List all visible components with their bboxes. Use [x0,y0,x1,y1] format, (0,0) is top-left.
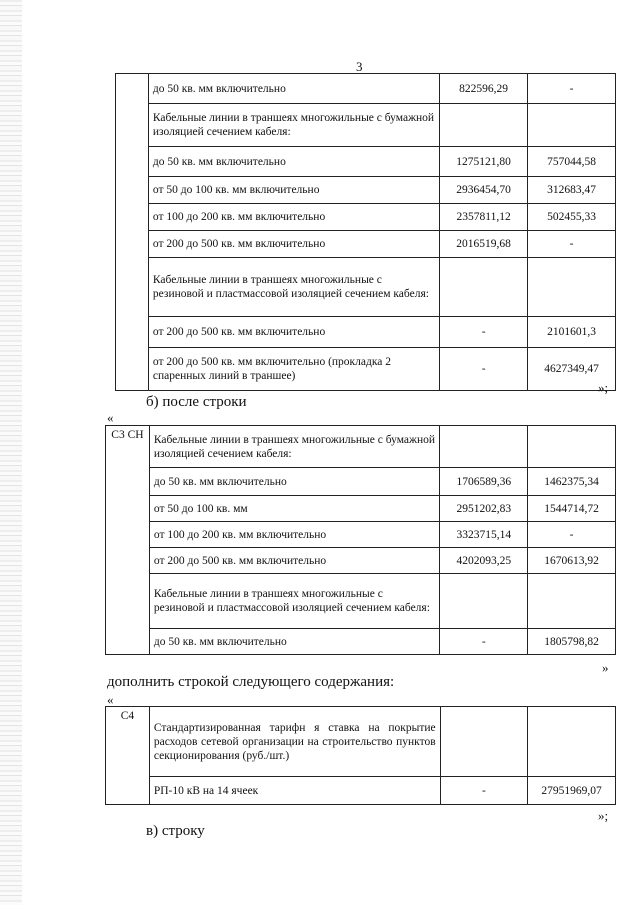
value-2: - [528,522,616,548]
value-2: - [528,231,616,258]
value-1 [440,574,528,629]
value-2: 502455,33 [528,204,616,231]
value-1: 3323715,14 [440,522,528,548]
row-description: до 50 кв. мм включительно [148,147,439,177]
table-row [116,317,616,348]
table-row [106,468,616,496]
value-1 [440,426,528,468]
value-1: - [440,348,528,391]
row-description: от 100 до 200 кв. мм включительно [148,204,439,231]
closing-quote: » [602,660,609,675]
value-2: 1462375,34 [528,468,616,496]
value-1: - [440,777,527,805]
table-row [106,426,616,468]
row-description: от 200 до 500 кв. мм включительно [148,317,439,348]
row-description: Стандартизированная тарифн я ставка на покрытие расходов сетевой организации на строительство пунктов секционирования (руб./шт.) [149,707,440,777]
code-cell: С3 СН [106,426,150,655]
value-1: 822596,29 [440,74,528,104]
value-1: - [440,629,528,655]
value-2: 757044,58 [528,147,616,177]
row-description: Кабельные линии в траншеях многожильные с бумажной изоляцией сечением кабеля: [148,104,439,147]
table-row [106,522,616,548]
section-b-heading: б) после строки [146,394,247,410]
value-1 [440,104,528,147]
row-description: до 50 кв. мм включительно [149,468,439,496]
value-2 [528,258,616,317]
table-row [116,177,616,204]
value-2 [528,707,616,777]
row-description: РП-10 кВ на 14 ячеек [149,777,440,805]
value-2 [528,574,616,629]
code-cell: С4 [106,707,150,805]
value-1: - [440,317,528,348]
table-row [106,548,616,574]
value-1: 2016519,68 [440,231,528,258]
value-2: 1805798,82 [528,629,616,655]
table-row [116,104,616,147]
table-row [106,777,616,805]
value-1: 2357811,12 [440,204,528,231]
table-row [106,707,616,777]
row-description: от 50 до 100 кв. мм включительно [148,177,439,204]
table-row [116,74,616,104]
section-v-heading: в) строку [146,823,205,839]
table-row [106,496,616,522]
row-description: от 50 до 100 кв. мм [149,496,439,522]
table-row [116,204,616,231]
value-1: 2951202,83 [440,496,528,522]
value-2 [528,426,616,468]
value-2: 2101601,3 [528,317,616,348]
value-1: 1275121,80 [440,147,528,177]
row-description: от 200 до 500 кв. мм включительно (прокладка 2 спаренных линий в траншее) [148,348,439,391]
page-number: 3 [356,59,363,74]
closing-quote: »; [598,808,609,823]
table-row [116,231,616,258]
value-2: 4627349,47 [528,348,616,391]
tariff-table-2 [105,425,616,655]
row-description: от 200 до 500 кв. мм включительно [149,548,439,574]
tariff-table-1 [115,73,616,391]
value-1: 1706589,36 [440,468,528,496]
table-row [106,574,616,629]
value-2: 1670613,92 [528,548,616,574]
tariff-table-3 [105,706,616,805]
table-row [116,147,616,177]
section-add-heading: дополнить строкой следующего содержания: [107,674,395,690]
table-row [116,348,616,391]
code-cell [116,74,149,391]
closing-quote: »; [598,380,609,395]
row-description: Кабельные линии в траншеях многожильные с бумажной изоляцией сечением кабеля: [149,426,439,468]
value-2: 1544714,72 [528,496,616,522]
value-1 [440,707,527,777]
row-description: до 50 кв. мм включительно [148,74,439,104]
value-1: 4202093,25 [440,548,528,574]
value-1 [440,258,528,317]
table-row [106,629,616,655]
value-2 [528,104,616,147]
row-description: до 50 кв. мм включительно [149,629,439,655]
opening-quote: « [107,692,114,707]
value-2: 27951969,07 [528,777,616,805]
row-description: от 100 до 200 кв. мм включительно [149,522,439,548]
opening-quote: « [107,410,114,425]
value-2: 312683,47 [528,177,616,204]
table-row [116,258,616,317]
value-2: - [528,74,616,104]
row-description: Кабельные линии в траншеях многожильные с резиновой и пластмассовой изоляцией сечением кабеля: [148,258,439,317]
row-description: Кабельные линии в траншеях многожильные с резиновой и пластмассовой изоляцией сечением кабеля: [149,574,439,629]
value-1: 2936454,70 [440,177,528,204]
row-description: от 200 до 500 кв. мм включительно [148,231,439,258]
scan-edge [0,0,22,905]
